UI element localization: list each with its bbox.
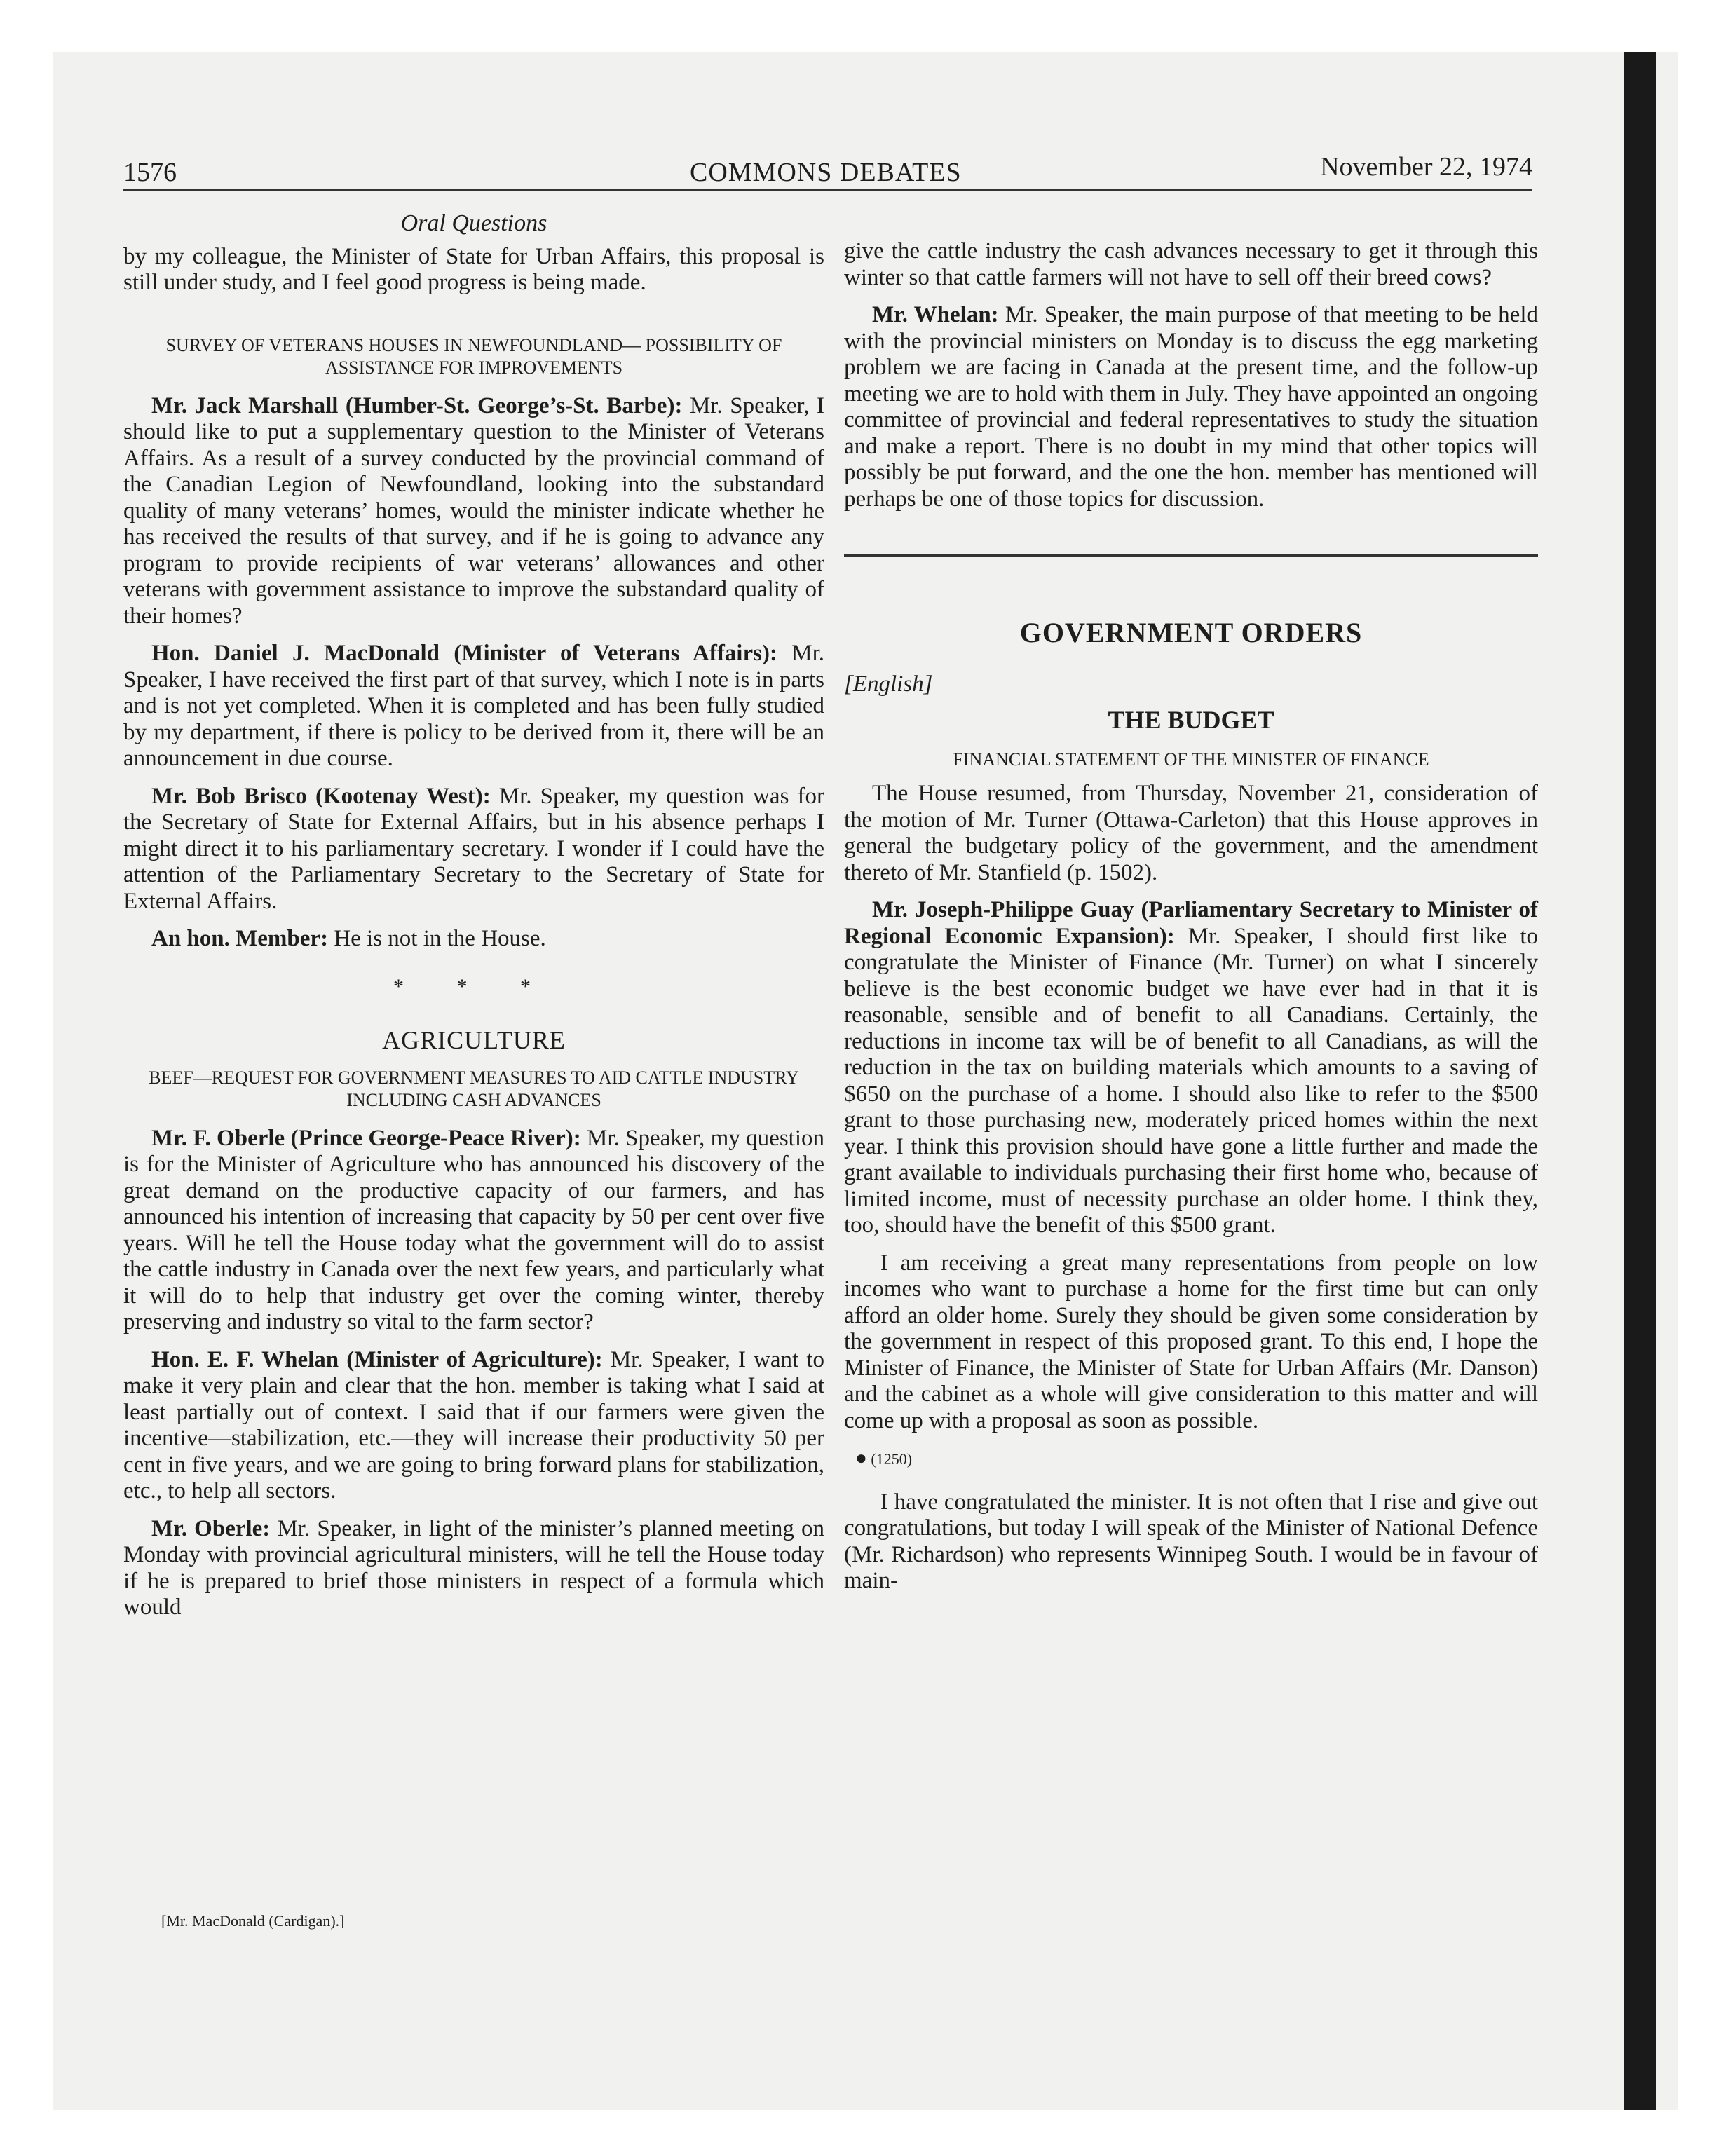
paragraph (123, 393, 824, 630)
paragraph (123, 1516, 824, 1621)
paragraph: give the cattle industry the cash advances necessary to get it through this winter so that cattle farmers will not have to sell off their breed cows? (844, 238, 1538, 290)
right-column (844, 238, 1538, 1606)
speaker-name: Hon. Daniel J. MacDonald (Minister of Veterans Affairs): (151, 641, 777, 666)
language-tag: [English] (844, 671, 933, 697)
publication-date: November 22, 1974 (1320, 152, 1532, 182)
speaker-name: Mr. Joseph-Philippe Guay (Parliamentary Secretary to Minister of Regional Economic Expansion): (844, 897, 1538, 949)
paragraph (123, 1126, 824, 1336)
bullet-icon: ● (855, 1447, 867, 1469)
speech-text: Mr. Speaker, I want to make it very plain and clear that the hon. member is taking what I said at least partially out of context. I said that if our farmers were given the incentive—stabilization, etc.—they will increase their productivity 50 per cent in five years, and we are going to bring forward plans for stabilization, etc., to help all sectors. (123, 1346, 824, 1503)
heading-the-budget: THE BUDGET (1108, 706, 1274, 734)
speaker-name: An hon. Member: (151, 926, 329, 951)
paragraph (123, 926, 824, 953)
speaker-name: Mr. F. Oberle (Prince George-Peace River): (151, 1125, 581, 1151)
subheading-veterans-houses: SURVEY OF VETERANS HOUSES IN NEWFOUNDLAND— POSSIBILITY OF ASSISTANCE FOR IMPROVEMENTS (165, 334, 782, 378)
speech-text: Mr. Speaker, the main purpose of that meeting to be held with the provincial ministers on Monday is to discuss the egg marketing problem we are facing in Canada at the present time, and the follow-up meeting we are to hold with them in July. They have appointed an ongoing committee of provincial and federal representatives to study the situation and make a report. There is no doubt in my mind that other topics will possibly be put forward, and the one the hon. member has mentioned will perhaps be one of those topics for discussion. (844, 302, 1538, 512)
paragraph (844, 897, 1538, 1239)
speaker-name: Mr. Oberle: (151, 1515, 271, 1541)
paragraph (123, 641, 824, 772)
paragraph: I am receiving a great many representations from people on low incomes who want to purchase a home for the first time but can only afford an older home. Surely they should be given some consideration by the government in respect of this proposed grant. To this end, I hope the Minister of Finance, the Minister of State for Urban Affairs (Mr. Danson) and the cabinet as a whole will give consideration to this matter and will come up with a proposal as soon as possible. (844, 1250, 1538, 1433)
speaker-name: Mr. Bob Brisco (Kootenay West): (151, 783, 491, 809)
speech-text: Mr. Speaker, in light of the minister’s planned meeting on Monday with provincial agricultural ministers, will he tell the House today if he is prepared to brief those ministers in respect of a formula which would (123, 1515, 824, 1620)
paragraph (844, 302, 1538, 512)
section-separator: * * * (393, 974, 554, 998)
page-number: 1576 (123, 158, 177, 187)
paragraph: I have congratulated the minister. It is not often that I rise and give out congratulations, but today I will speak of the Minister of National Defence (Mr. Richardson) who represents Winnipeg South. I would be in favour of main- (844, 1489, 1538, 1593)
time-marker (855, 1445, 1538, 1473)
time-marker-label: (1250) (871, 1450, 913, 1468)
footer-speaker-note: [Mr. MacDonald (Cardigan).] (161, 1912, 345, 1930)
paragraph (123, 784, 824, 915)
publication-title: COMMONS DEBATES (690, 158, 962, 187)
left-column (123, 210, 824, 1632)
scan-edge-bar (1624, 52, 1656, 2110)
speaker-name: Hon. E. F. Whelan (Minister of Agriculture): (151, 1346, 603, 1372)
subheading-financial-statement: FINANCIAL STATEMENT OF THE MINISTER OF FINANCE (953, 749, 1429, 770)
speech-text: Mr. Speaker, I should like to put a supplementary question to the Minister of Veterans Affairs. As a result of a survey conducted by the provincial command of the Canadian Legion of Newfoundland, looking into the substandard quality of many veterans’ homes, would the minister indicate whether he has received the results of that survey, and if he is going to advance any program to provide recipients of war veterans’ allowances and other veterans with government assistance to improve the substandard quality of their homes? (123, 393, 824, 629)
speech-text: Mr. Speaker, my question is for the Minister of Agriculture who has announced his discovery of the great demand on the productive capacity of our farmers, and has announced his intention of increasing that capacity by 50 per cent over five years. Will he tell the House today what the government will do to assist the cattle industry in Canada over the next few years, and particularly what it will do to help that industry get over the coming winter, thereby preserving and industry so vital to the farm sector? (123, 1125, 825, 1335)
page-header (123, 147, 1532, 191)
speaker-name: Mr. Jack Marshall (Humber-St. George’s-St. Barbe): (151, 393, 683, 418)
paragraph: by my colleague, the Minister of State for Urban Affairs, this proposal is still under study, and I feel good progress is being made. (123, 243, 824, 295)
speech-text: He is not in the House. (328, 926, 546, 951)
paragraph: The House resumed, from Thursday, November 21, consideration of the motion of Mr. Turner (Ottawa-Carleton) that this House approves in general the budgetary policy of the government, and the amendment thereto of Mr. Stanfield (p. 1502). (844, 781, 1538, 885)
paragraph (123, 1347, 824, 1505)
speaker-name: Mr. Whelan: (872, 302, 999, 327)
section-title-oral-questions: Oral Questions (400, 210, 547, 236)
speech-text: Mr. Speaker, I should first like to congratulate the Minister of Finance (Mr. Turner) on what I sincerely believe is the best economic budget we have ever had in that it is reasonable, sensible and of benefit to all Canadians. Certainly, the reductions in income tax will be of benefit to all Canadians, as will the reduction in the tax on building materials which amounts to a saving of $650 on the purchase of a home. I should also like to refer to the $500 grant to those purchasing new, moderately priced homes within the next year. I think this provision should have gone a little further and made the grant available to individuals purchasing their first home who, because of limited income, must of necessity purchase an older home. I think they, too, should have the benefit of this $500 grant. (844, 923, 1538, 1238)
section-title-agriculture: AGRICULTURE (382, 1026, 566, 1054)
section-divider (844, 554, 1538, 557)
speech-text: Mr. Speaker, I have received the first part of that survey, which I note is in parts and is not yet completed. When it is completed and has been fully studied by my department, if there is policy to be derived from it, there will be an announcement in due course. (123, 641, 824, 771)
subheading-beef: BEEF—REQUEST FOR GOVERNMENT MEASURES TO AID CATTLE INDUSTRY INCLUDING CASH ADVANCES (149, 1067, 799, 1110)
speech-text: Mr. Speaker, my question was for the Secretary of State for External Affairs, but in his absence perhaps I might direct it to his parliamentary secretary. I wonder if I could have the attention of the Parliamentary Secretary to the Secretary of State for External Affairs. (123, 783, 824, 914)
section-title-government-orders: GOVERNMENT ORDERS (1019, 617, 1363, 648)
